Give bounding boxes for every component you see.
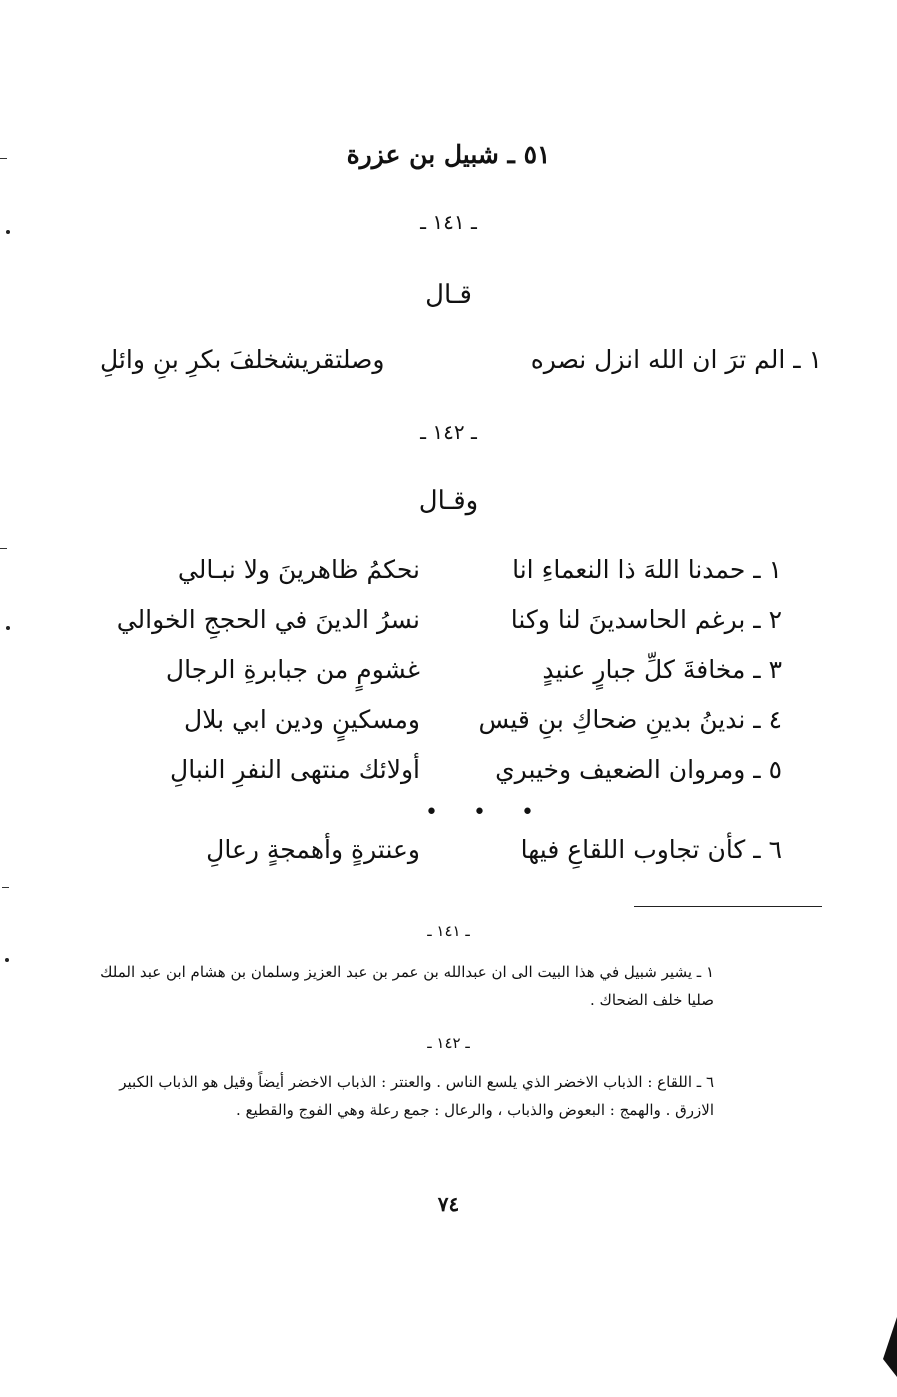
verse-2-second: نسرُ الدينَ في الحججِ الخوالي	[116, 605, 420, 634]
verse-5-second: أولائك منتهى النفرِ النبالِ	[170, 755, 420, 784]
ellipsis-dots: • • •	[425, 800, 548, 825]
poem-number-142: ـ ١٤٢ ـ	[420, 420, 477, 444]
verse-2-first: ٢ ـ برغم الحاسدينَ لنا وكنا	[510, 605, 782, 634]
verse-4-second: ومسكينٍ ودين ابي بلال	[184, 705, 420, 734]
footnote-number-142: ـ ١٤٢ ـ	[427, 1034, 470, 1052]
verse-4-first: ٤ ـ ندينُ بدينِ ضحاكِ بنِ قيس	[478, 705, 782, 734]
scan-mark	[0, 548, 7, 549]
verse-first-hemistich: ١ ـ الم ترَ ان الله انزل نصره	[530, 345, 822, 374]
footnote-number-141: ـ ١٤١ ـ	[427, 922, 470, 940]
verse-row	[100, 345, 822, 374]
page-edge-shadow	[883, 1317, 897, 1377]
footnote-separator	[634, 906, 822, 907]
poem-intro-qal: قـال	[425, 280, 472, 310]
verse-3-second: غشومٍ من جبابرةِ الرجال	[165, 655, 420, 684]
scan-speck	[6, 626, 10, 630]
verse-3-first: ٣ ـ مخافةَ كلِّ جبارٍ عنيدٍ	[542, 655, 782, 684]
verse-6-second: وعنترةٍ وأهمجةٍ رعالِ	[206, 835, 420, 864]
scan-mark	[2, 887, 9, 888]
poem-intro-waqal: وقـال	[418, 486, 479, 516]
verse-1-second: نحكمُ ظاهرينَ ولا نبـالي	[177, 555, 420, 584]
poem-title: ٥١ ـ شبيل بن عزرة	[346, 140, 551, 169]
footnote-142-text: ٦ ـ اللقاع : الذباب الاخضر الذي يلسع الناس . والعنتر : الذباب الاخضر أيضاً وقيل هو الذباب الكبير الازرق . والهمج : البعوض والذباب ، والرعال : جمع رعلة وهي الفوج والقطيع .	[119, 1073, 714, 1119]
scan-mark	[0, 158, 7, 159]
verse-6-first: ٦ ـ كأن تجاوب اللقاعِ فيها	[520, 835, 782, 864]
footnote-141-text: ١ ـ يشير شبيل في هذا البيت الى ان عبدالله بن عمر بن عبد العزيز وسلمان بن هشام ابن عبد الملك صليا خلف الضحاك .	[100, 963, 714, 1009]
scan-speck	[5, 958, 9, 962]
verse-1-first: ١ ـ حمدنا اللهَ ذا النعماءِ انا	[512, 555, 782, 584]
page-number: ٧٤	[437, 1192, 460, 1216]
verse-5-first: ٥ ـ ومروان الضعيف وخيبري	[495, 755, 782, 784]
verse-second-hemistich: وصلتقريشخلفَ بكرِ بنِ وائلِ	[100, 345, 385, 374]
poem-number-141: ـ ١٤١ ـ	[420, 210, 477, 234]
scan-speck	[6, 230, 10, 234]
